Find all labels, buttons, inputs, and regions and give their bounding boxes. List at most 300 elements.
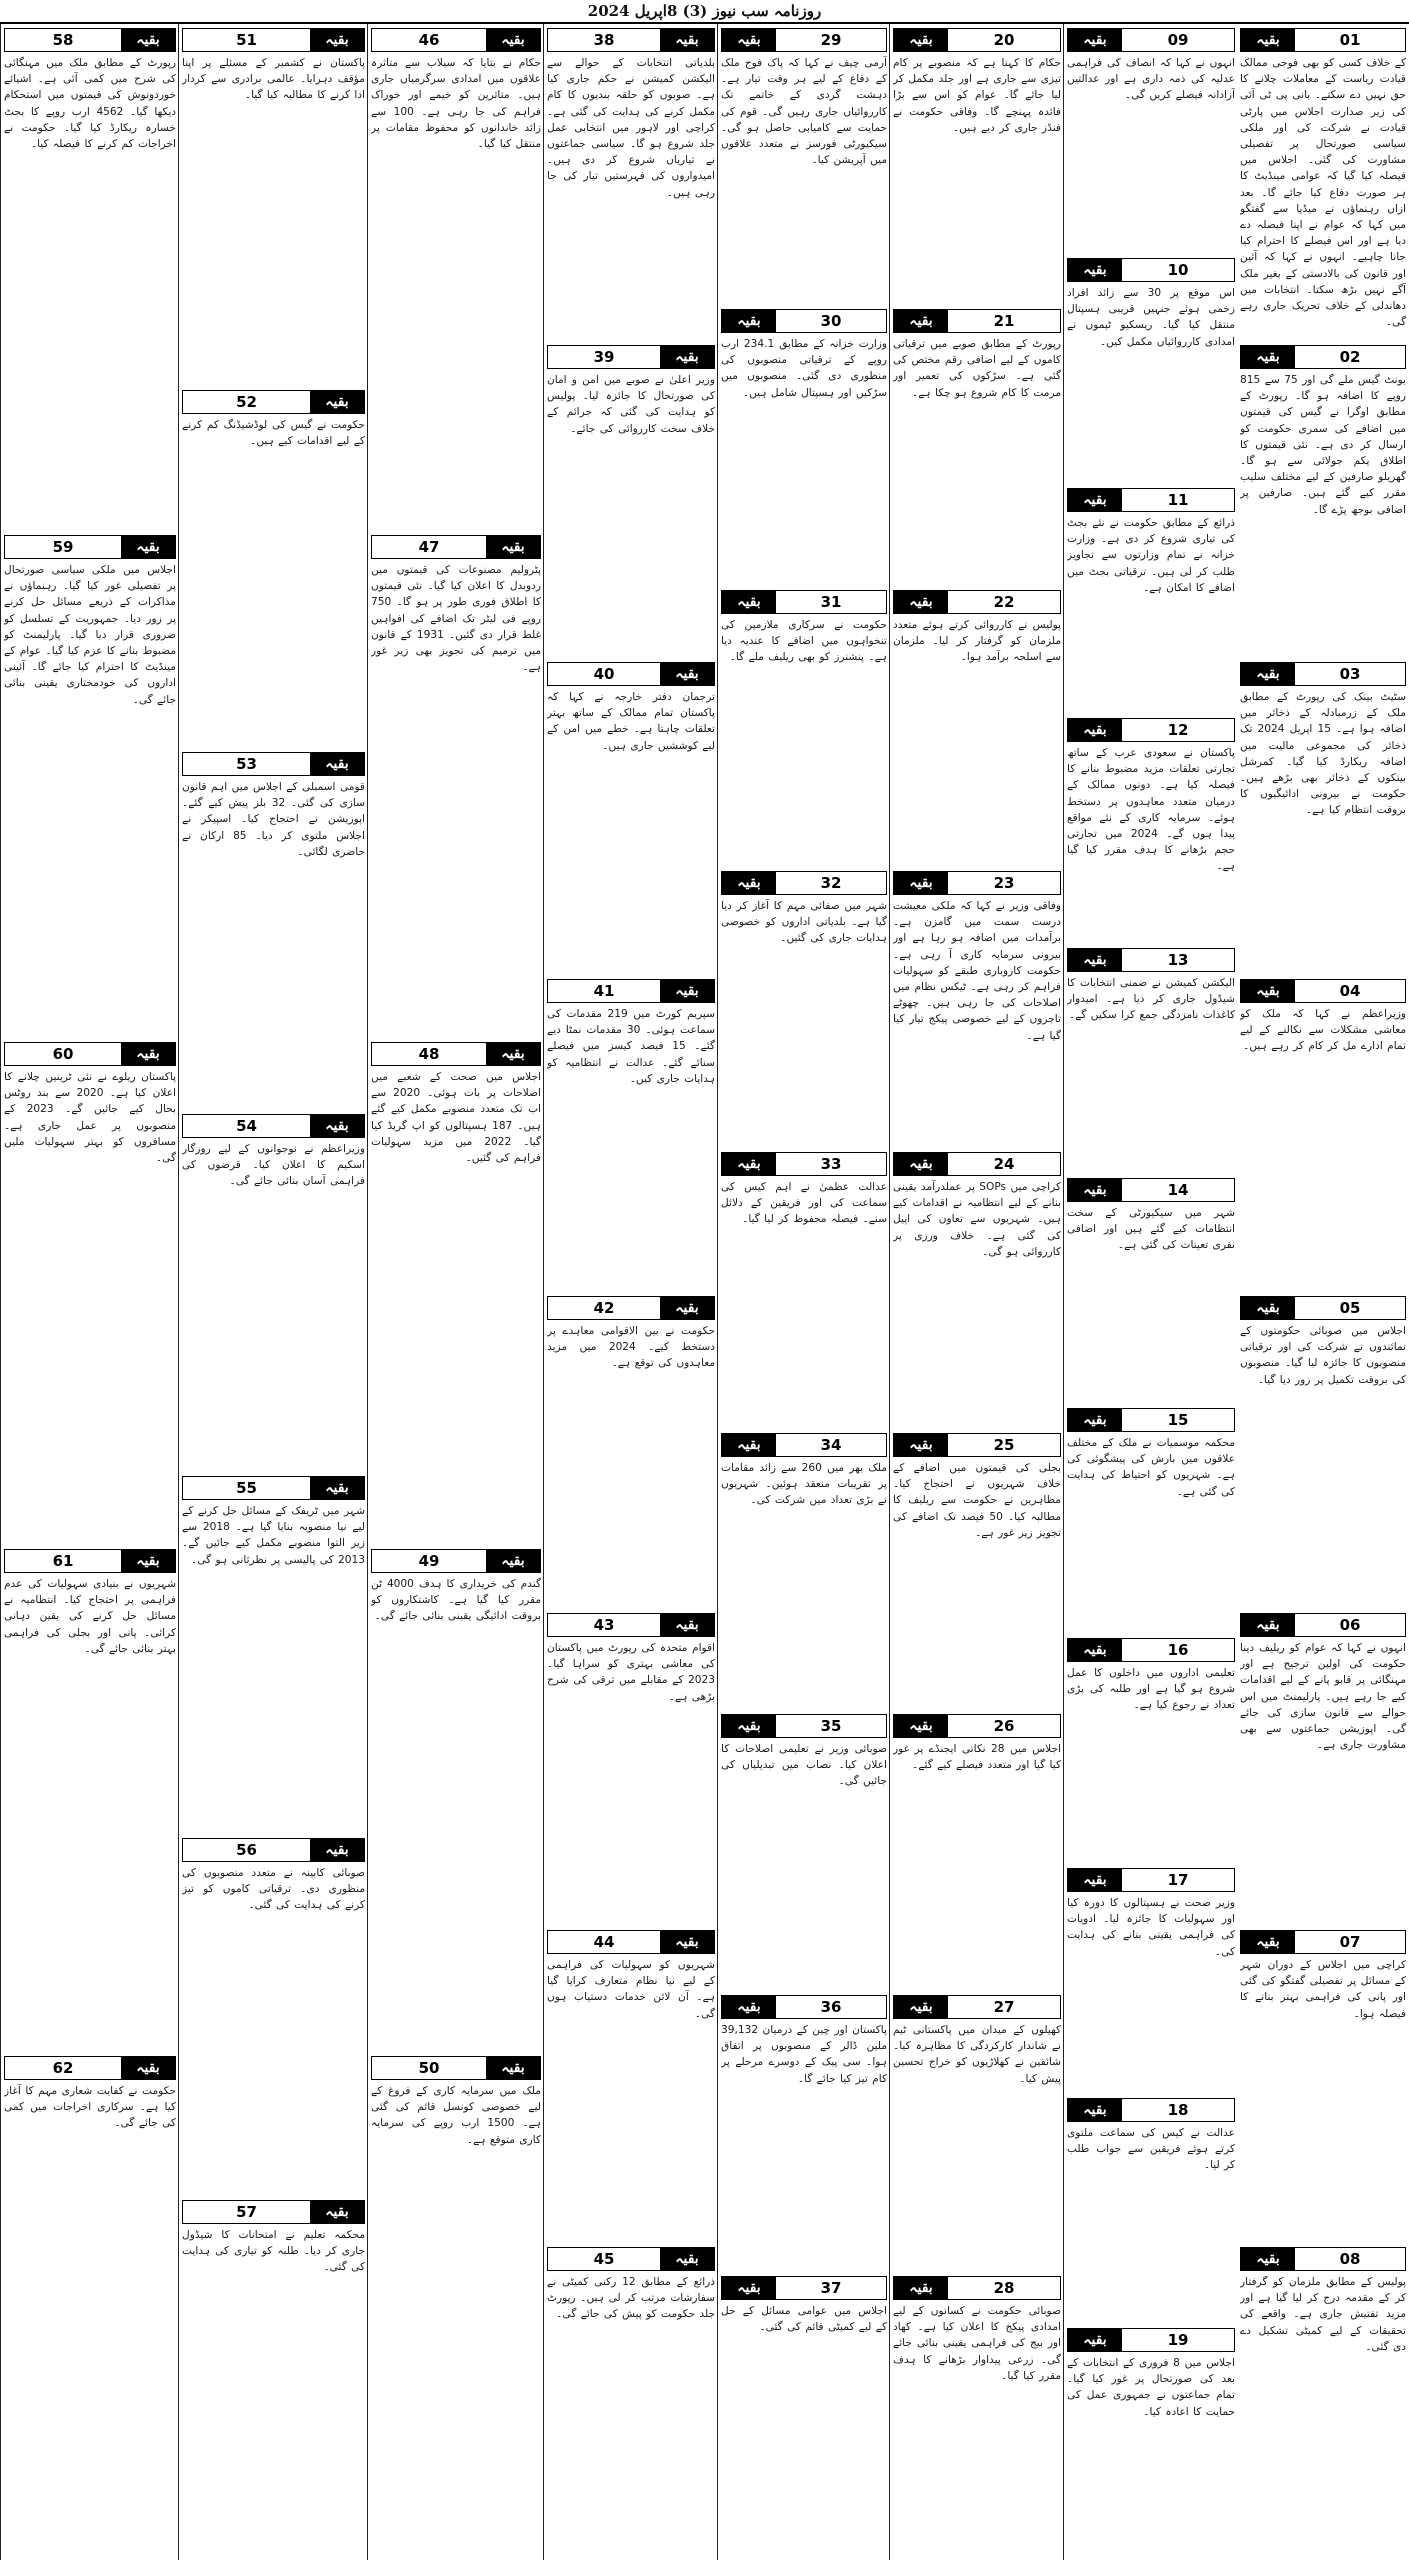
continuation-number: 61 bbox=[5, 1550, 121, 1572]
continuation-header bbox=[547, 1930, 715, 1954]
continuation-header bbox=[1240, 1613, 1406, 1637]
article-text: وزیراعظم نے کہا کہ ملک کو معاشی مشکلات سے نکالنے کے لیے تمام ادارے مل کر کام کر رہے ہیں۔ bbox=[1240, 1008, 1406, 1053]
continuation-label: بقیہ bbox=[1241, 29, 1295, 51]
continuation-label: بقیہ bbox=[1068, 29, 1122, 51]
continuation-label: بقیہ bbox=[722, 1434, 776, 1456]
continuation-label: بقیہ bbox=[1241, 346, 1295, 368]
continued-article bbox=[368, 2052, 544, 2560]
continuation-number: 18 bbox=[1122, 2099, 1234, 2121]
continuation-number: 47 bbox=[372, 536, 486, 558]
article-text: شہر میں ٹریفک کے مسائل حل کرنے کے لیے نیا منصوبہ بنایا گیا ہے۔ 2018 سے زیر التوا منصوبے مکمل کیے جائیں گے۔ 2013 کی پالیسی پر نظرثانی ہو گی۔ bbox=[182, 1505, 365, 1566]
continuation-label: بقیہ bbox=[310, 1477, 364, 1499]
continuation-header bbox=[1240, 28, 1406, 52]
continuation-label: بقیہ bbox=[121, 29, 175, 51]
continued-article bbox=[718, 1148, 890, 1429]
continuation-header bbox=[182, 28, 365, 52]
continued-article bbox=[1064, 2324, 1238, 2560]
continuation-label: بقیہ bbox=[1068, 1409, 1122, 1431]
continuation-number: 52 bbox=[183, 391, 310, 413]
column-4 bbox=[717, 24, 890, 2560]
continuation-number: 09 bbox=[1122, 29, 1234, 51]
article-text: اجلاس میں 28 نکاتی ایجنڈے پر غور کیا گیا اور متعدد فیصلے کیے گئے۔ bbox=[893, 1743, 1061, 1772]
article-text: وزارت خزانہ کے مطابق 234.1 ارب روپے کے ترقیاتی منصوبوں کی منظوری دی گئی۔ منصوبوں میں سڑکیں اور ہسپتال شامل ہیں۔ bbox=[721, 338, 887, 399]
continued-article bbox=[544, 1609, 718, 1926]
column-7 bbox=[178, 24, 368, 2560]
continuation-header bbox=[1240, 979, 1406, 1003]
continuation-number: 46 bbox=[372, 29, 486, 51]
continuation-number: 02 bbox=[1295, 346, 1405, 368]
column-2 bbox=[1063, 24, 1238, 2560]
continuation-header bbox=[721, 1995, 887, 2019]
continuation-label: بقیہ bbox=[660, 2248, 714, 2270]
article-text: صوبائی وزیر نے تعلیمی اصلاحات کا اعلان کیا۔ نصاب میں تبدیلیاں کی جائیں گی۔ bbox=[721, 1743, 887, 1788]
article-text: گندم کی خریداری کا ہدف 4000 ٹن مقرر کیا گیا ہے۔ کاشتکاروں کو بروقت ادائیگی یقینی بنائی جائے گی۔ bbox=[371, 1578, 541, 1623]
article-text: اجلاس میں ملکی سیاسی صورتحال پر تفصیلی غور کیا گیا۔ رہنماؤں نے مذاکرات کے ذریعے مسائل حل کرنے پر زور دیا۔ جمہوریت کے تسلسل کو ضروری قرار دیا گیا۔ پارلیمنٹ کو مضبوط بنانے کا عزم کیا گیا۔ عوام کے مینڈیٹ کا احترام کیا جائے گا۔ آئینی اداروں کی خودمختاری یقینی بنائی جائے گی۔ bbox=[4, 564, 176, 706]
column-3 bbox=[889, 24, 1064, 2560]
continuation-label: بقیہ bbox=[1068, 1639, 1122, 1661]
continued-article bbox=[179, 748, 368, 1110]
continuation-header bbox=[371, 535, 541, 559]
column-8 bbox=[0, 24, 179, 2560]
continued-article bbox=[368, 1038, 544, 1545]
article-text: حکام نے بتایا کہ سیلاب سے متاثرہ علاقوں میں امدادی سرگرمیاں جاری ہیں۔ متاثرین کو خیمے اور خوراک فراہم کی جا رہی ہے۔ 100 سے زائد خاندانوں کو محفوظ مقامات پر منتقل کیا گیا۔ bbox=[371, 57, 541, 151]
article-text: اجلاس میں صحت کے شعبے میں اصلاحات پر بات ہوئی۔ 2020 سے اب تک متعدد منصوبے مکمل کیے گئے ہیں۔ 187 ہسپتالوں کو اپ گریڈ کیا گیا۔ 2022 میں مزید سہولیات فراہم کی گئیں۔ bbox=[371, 1071, 541, 1165]
continuation-label: بقیہ bbox=[894, 1434, 948, 1456]
continuation-number: 43 bbox=[548, 1614, 660, 1636]
continuation-header bbox=[547, 662, 715, 686]
continuation-header bbox=[721, 2276, 887, 2300]
continued-article bbox=[1237, 2243, 1409, 2560]
continuation-header bbox=[182, 1476, 365, 1500]
continued-article bbox=[1, 1545, 179, 2052]
continuation-label: بقیہ bbox=[1241, 2248, 1295, 2270]
continuation-label: بقیہ bbox=[1068, 1869, 1122, 1891]
continuation-label: بقیہ bbox=[894, 1715, 948, 1737]
continued-article bbox=[179, 1834, 368, 2196]
continued-article bbox=[718, 1991, 890, 2272]
continued-article bbox=[890, 2272, 1064, 2560]
continuation-number: 23 bbox=[948, 872, 1060, 894]
continued-article bbox=[1064, 714, 1238, 944]
continuation-label: بقیہ bbox=[310, 1115, 364, 1137]
article-text: عدالت عظمیٰ نے اہم کیس کی سماعت کی اور فریقین کے دلائل سنے۔ فیصلہ محفوظ کر لیا گیا۔ bbox=[721, 1181, 887, 1226]
article-text: کے خلاف کسی کو بھی فوجی ممالک قیادت ریاست کے معاملات چلانے کا حق نہیں دے سکتے۔ بانی پی ٹی آئی کی زیر صدارت اجلاس میں پارٹی قیادت نے شرکت کی اور ملکی سیاسی صورتحال پر تفصیلی مشاورت کی گئی۔ اجلاس میں فیصلہ کیا گیا کہ عوامی مینڈیٹ کا ہر صورت دفاع کیا جائے گا۔ بعد ازاں رہنماؤں نے میڈیا سے گفتگو میں کہا کہ عوام نے اپنا فیصلہ دے دیا ہے اور اس فیصلے کا احترام کیا جانا چاہیے۔ انہوں نے کہا کہ آئین اور قانون کی بالادستی کے بغیر ملک آگے نہیں بڑھ سکتا۔ انتخابات میں دھاندلی کے خلاف تحریک جاری رہے گی۔ bbox=[1240, 57, 1406, 329]
continued-article bbox=[1, 24, 179, 531]
continued-article bbox=[890, 586, 1064, 867]
article-text: پولیس نے کارروائی کرتے ہوئے متعدد ملزمان کو گرفتار کر لیا۔ ملزمان سے اسلحہ برآمد ہوا۔ bbox=[893, 619, 1061, 664]
continued-article bbox=[179, 24, 368, 386]
continuation-number: 25 bbox=[948, 1434, 1060, 1456]
article-text: بجلی کی قیمتوں میں اضافے کے خلاف شہریوں نے احتجاج کیا۔ مظاہرین نے حکومت سے ریلیف کا مطالبہ کیا۔ 50 فیصد تک اضافے کی تجویز زیر غور ہے۔ bbox=[893, 1462, 1061, 1539]
continued-article bbox=[1064, 24, 1238, 254]
article-text: شہر میں سیکیورٹی کے سخت انتظامات کیے گئے ہیں اور اضافی نفری تعینات کی گئی ہے۔ bbox=[1067, 1207, 1235, 1252]
continuation-header bbox=[893, 1995, 1061, 2019]
continuation-header bbox=[1067, 2098, 1235, 2122]
continuation-number: 39 bbox=[548, 346, 660, 368]
continuation-label: بقیہ bbox=[1068, 1179, 1122, 1201]
continuation-number: 53 bbox=[183, 753, 310, 775]
continuation-number: 38 bbox=[548, 29, 660, 51]
continuation-label: بقیہ bbox=[310, 391, 364, 413]
article-text: وفاقی وزیر نے کہا کہ ملکی معیشت درست سمت میں گامزن ہے۔ برآمدات میں اضافہ ہو رہا ہے اور بیرونی سرمایہ کاری آ رہی ہے۔ حکومت کاروباری طبقے کو سہولیات فراہم کر رہی ہے۔ ٹیکس نظام میں اصلاحات کی جا رہی ہیں۔ چھوٹے تاجروں کے لیے خصوصی پیکج تیار کیا گیا ہے۔ bbox=[893, 900, 1061, 1042]
continuation-header bbox=[1067, 258, 1235, 282]
article-text: حکومت نے گیس کی لوڈشیڈنگ کم کرنے کے لیے اقدامات کیے ہیں۔ bbox=[182, 419, 365, 448]
continuation-label: بقیہ bbox=[722, 1996, 776, 2018]
continuation-header bbox=[182, 1838, 365, 1862]
continuation-label: بقیہ bbox=[1068, 2329, 1122, 2351]
continuation-label: بقیہ bbox=[722, 872, 776, 894]
continuation-number: 16 bbox=[1122, 1639, 1234, 1661]
continuation-number: 10 bbox=[1122, 259, 1234, 281]
article-text: محکمہ موسمیات نے ملک کے مختلف علاقوں میں بارش کی پیشگوئی کی ہے۔ شہریوں کو احتیاط کی ہدایت کی گئی ہے۔ bbox=[1067, 1437, 1235, 1498]
continued-article bbox=[544, 975, 718, 1292]
continuation-number: 13 bbox=[1122, 949, 1234, 971]
continuation-header bbox=[547, 345, 715, 369]
continuation-label: بقیہ bbox=[310, 753, 364, 775]
continuation-header bbox=[4, 2056, 176, 2080]
column-1 bbox=[1237, 24, 1409, 2560]
article-text: پاکستان نے کشمیر کے مسئلے پر اپنا مؤقف دہرایا۔ عالمی برادری سے کردار ادا کرنے کا مطالبہ کیا گیا۔ bbox=[182, 57, 365, 102]
continuation-number: 62 bbox=[5, 2057, 121, 2079]
continued-article bbox=[544, 1926, 718, 2243]
continued-article bbox=[1237, 1292, 1409, 1609]
continued-article bbox=[544, 1292, 718, 1609]
article-text: کھیلوں کے میدان میں پاکستانی ٹیم نے شاندار کارکردگی کا مظاہرہ کیا۔ شائقین نے کھلاڑیوں کو خراج تحسین پیش کیا۔ bbox=[893, 2024, 1061, 2085]
column-5 bbox=[543, 24, 718, 2560]
continuation-number: 54 bbox=[183, 1115, 310, 1137]
continuation-header bbox=[1240, 2247, 1406, 2271]
continued-article bbox=[718, 2272, 890, 2560]
article-text: رپورٹ کے مطابق صوبے میں ترقیاتی کاموں کے لیے اضافی رقم مختص کی گئی ہے۔ سڑکوں کی تعمیر اور مرمت کا کام شروع ہو چکا ہے۔ bbox=[893, 338, 1061, 399]
continuation-label: بقیہ bbox=[660, 29, 714, 51]
continuation-header bbox=[1067, 1638, 1235, 1662]
continuation-number: 11 bbox=[1122, 489, 1234, 511]
article-text: حکام کا کہنا ہے کہ منصوبے پر کام تیزی سے جاری ہے اور جلد مکمل کر لیا جائے گا۔ عوام کو اس سے بڑا فائدہ پہنچے گا۔ وفاقی حکومت نے فنڈز جاری کر دیے ہیں۔ bbox=[893, 57, 1061, 134]
continued-article bbox=[890, 1429, 1064, 1710]
article-text: کراچی میں اجلاس کے دوران شہر کے مسائل پر تفصیلی گفتگو کی گئی اور پانی کی فراہمی بہتر بنانے کا فیصلہ ہوا۔ bbox=[1240, 1959, 1406, 2020]
article-text: حکومت نے کفایت شعاری مہم کا آغاز کیا ہے۔ سرکاری اخراجات میں کمی کی جائے گی۔ bbox=[4, 2085, 176, 2130]
continuation-header bbox=[4, 28, 176, 52]
continuation-header bbox=[721, 309, 887, 333]
article-text: ملک بھر میں 260 سے زائد مقامات پر تقریبات منعقد ہوئیں۔ شہریوں نے بڑی تعداد میں شرکت کی۔ bbox=[721, 1462, 887, 1507]
continuation-label: بقیہ bbox=[894, 2277, 948, 2299]
continued-article bbox=[368, 1545, 544, 2052]
continued-article bbox=[718, 1429, 890, 1710]
continuation-header bbox=[547, 1296, 715, 1320]
continuation-header bbox=[721, 28, 887, 52]
article-text: اجلاس میں صوبائی حکومتوں کے نمائندوں نے شرکت کی اور ترقیاتی منصوبوں کا جائزہ لیا گیا۔ منصوبوں کی بروقت تکمیل پر زور دیا گیا۔ bbox=[1240, 1325, 1406, 1386]
continuation-header bbox=[4, 1549, 176, 1573]
continuation-label: بقیہ bbox=[722, 29, 776, 51]
continuation-number: 48 bbox=[372, 1043, 486, 1065]
continuation-label: بقیہ bbox=[660, 1297, 714, 1319]
continuation-number: 55 bbox=[183, 1477, 310, 1499]
continued-article bbox=[718, 305, 890, 586]
continuation-number: 32 bbox=[776, 872, 886, 894]
continuation-header bbox=[547, 1613, 715, 1637]
continued-article bbox=[1064, 1404, 1238, 1634]
continuation-header bbox=[182, 752, 365, 776]
continued-article bbox=[1237, 1609, 1409, 1926]
continuation-number: 31 bbox=[776, 591, 886, 613]
continuation-header bbox=[721, 1152, 887, 1176]
article-text: یونٹ گیس ملے گی اور 75 سے 815 روپے کا اضافہ ہو گا۔ رپورٹ کے مطابق اوگرا نے گیس کی قیمتوں میں اضافے کی سمری حکومت کو ارسال کر دی ہے۔ نئی قیمتوں کا اطلاق یکم جولائی سے ہو گا۔ گھریلو صارفین کے لیے مختلف سلیب مقرر کیے گئے ہیں۔ صارفین پر اضافی بوجھ پڑے گا۔ bbox=[1240, 374, 1406, 516]
continuation-label: بقیہ bbox=[1241, 980, 1295, 1002]
continuation-number: 24 bbox=[948, 1153, 1060, 1175]
continuation-label: بقیہ bbox=[722, 1153, 776, 1175]
continuation-header bbox=[371, 1549, 541, 1573]
continuation-header bbox=[1067, 28, 1235, 52]
continuation-number: 12 bbox=[1122, 719, 1234, 741]
continued-article bbox=[1064, 484, 1238, 714]
continuation-number: 08 bbox=[1295, 2248, 1405, 2270]
continuation-label: بقیہ bbox=[1241, 1614, 1295, 1636]
continued-article bbox=[1237, 24, 1409, 341]
article-text: شہریوں کو سہولیات کی فراہمی کے لیے نیا نظام متعارف کرایا گیا ہے۔ آن لائن خدمات دستیاب ہوں گی۔ bbox=[547, 1959, 715, 2020]
continuation-header bbox=[721, 1714, 887, 1738]
continuation-header bbox=[4, 1042, 176, 1066]
article-text: پاکستان ریلوے نے نئی ٹرینیں چلانے کا اعلان کیا ہے۔ 2020 سے بند روٹس بحال کیے جائیں گے۔ 2023 کے منصوبوں پر عمل جاری ہے۔ مسافروں کو بہتر سہولیات ملیں گی۔ bbox=[4, 1071, 176, 1165]
continuation-number: 42 bbox=[548, 1297, 660, 1319]
continued-article bbox=[179, 1472, 368, 1834]
continuation-header bbox=[1067, 1408, 1235, 1432]
continuation-number: 37 bbox=[776, 2277, 886, 2299]
continuation-number: 06 bbox=[1295, 1614, 1405, 1636]
continuation-header bbox=[371, 28, 541, 52]
continuation-label: بقیہ bbox=[486, 29, 540, 51]
continuation-number: 33 bbox=[776, 1153, 886, 1175]
continuation-header bbox=[893, 2276, 1061, 2300]
article-text: صوبائی حکومت نے کسانوں کے لیے امدادی پیکج کا اعلان کیا ہے۔ کھاد اور بیج کی فراہمی یقینی بنائی جائے گی۔ زرعی پیداوار بڑھانے کا ہدف مقرر کیا گیا۔ bbox=[893, 2305, 1061, 2382]
continuation-header bbox=[893, 590, 1061, 614]
continuation-header bbox=[1067, 488, 1235, 512]
continuation-header bbox=[1240, 345, 1406, 369]
article-text: حکومت نے سرکاری ملازمین کی تنخواہوں میں اضافے کا عندیہ دیا ہے۔ پنشنرز کو بھی ریلیف ملے گا۔ bbox=[721, 619, 887, 664]
continued-article bbox=[1064, 254, 1238, 484]
article-text: رپورٹ کے مطابق ملک میں مہنگائی کی شرح میں کمی آئی ہے۔ اشیائے خوردونوش کی قیمتوں میں استحکام دیکھا گیا۔ 4562 ارب روپے کا بجٹ خسارہ ریکارڈ کیا گیا۔ حکومت نے اخراجات کم کرنے کا فیصلہ کیا۔ bbox=[4, 57, 176, 151]
continuation-header bbox=[1067, 1178, 1235, 1202]
continuation-header bbox=[182, 2200, 365, 2224]
continuation-label: بقیہ bbox=[894, 591, 948, 613]
continuation-label: بقیہ bbox=[660, 1614, 714, 1636]
continuation-number: 36 bbox=[776, 1996, 886, 2018]
continuation-header bbox=[721, 1433, 887, 1457]
article-text: اجلاس میں 8 فروری کے انتخابات کے بعد کی صورتحال پر غور کیا گیا۔ تمام جماعتوں نے جمہوری عمل کی حمایت کا اعادہ کیا۔ bbox=[1067, 2357, 1235, 2418]
continuation-number: 26 bbox=[948, 1715, 1060, 1737]
continuation-label: بقیہ bbox=[894, 1153, 948, 1175]
continued-article bbox=[1, 1038, 179, 1545]
continuation-label: بقیہ bbox=[1068, 259, 1122, 281]
continuation-label: بقیہ bbox=[121, 1550, 175, 1572]
continuation-number: 44 bbox=[548, 1931, 660, 1953]
continued-article bbox=[1064, 1634, 1238, 1864]
article-text: پٹرولیم مصنوعات کی قیمتوں میں ردوبدل کا اعلان کیا گیا۔ نئی قیمتوں کا اطلاق فوری طور پر ہو گا۔ 750 روپے فی لیٹر تک اضافے کی افواہیں غلط قرار دی گئیں۔ 1931 کے قانون میں ترمیم کی تجویز بھی زیر غور ہے۔ bbox=[371, 564, 541, 674]
continuation-header bbox=[893, 309, 1061, 333]
article-text: کراچی میں SOPs پر عملدرآمد یقینی بنانے کے لیے انتظامیہ نے اقدامات کیے ہیں۔ شہریوں سے تعاون کی اپیل کی گئی ہے۔ خلاف ورزی پر کارروائی ہو گی۔ bbox=[893, 1181, 1061, 1258]
article-text: انہوں نے کہا کہ عوام کو ریلیف دینا حکومت کی اولین ترجیح ہے اور مہنگائی پر قابو پانے کے لیے اقدامات کیے جا رہے ہیں۔ پارلیمنٹ میں اس حوالے سے قانون سازی کی جائے گی۔ اپوزیشن جماعتوں سے بھی مشاورت جاری ہے۔ bbox=[1240, 1642, 1406, 1752]
continuation-header bbox=[547, 2247, 715, 2271]
continuation-number: 45 bbox=[548, 2248, 660, 2270]
continuation-number: 28 bbox=[948, 2277, 1060, 2299]
article-text: حکومت نے بین الاقوامی معاہدے پر دستخط کیے۔ 2024 میں مزید معاہدوں کی توقع ہے۔ bbox=[547, 1325, 715, 1370]
continuation-label: بقیہ bbox=[660, 1931, 714, 1953]
continuation-header bbox=[182, 390, 365, 414]
continued-article bbox=[544, 341, 718, 658]
article-text: پاکستان اور چین کے درمیان 39,132 ملین ڈالر کے منصوبوں پر اتفاق ہوا۔ سی پیک کے دوسرے مرحلے پر کام تیز کیا جائے گا۔ bbox=[721, 2024, 887, 2085]
continuation-label: بقیہ bbox=[722, 1715, 776, 1737]
article-text: محکمہ تعلیم نے امتحانات کا شیڈول جاری کر دیا۔ طلبہ کو تیاری کی ہدایت کی گئی۔ bbox=[182, 2229, 365, 2274]
continuation-header bbox=[893, 28, 1061, 52]
continued-article bbox=[368, 24, 544, 531]
column-6 bbox=[367, 24, 544, 2560]
article-text: بلدیاتی انتخابات کے حوالے سے الیکشن کمیشن نے حکم جاری کیا ہے۔ صوبوں کو حلقہ بندیوں کا کام مکمل کرنے کی ہدایت کی گئی ہے۔ کراچی اور لاہور میں انتخابی عمل جلد شروع ہو گا۔ سیاسی جماعتوں نے تیاریاں شروع کر دی ہیں۔ امیدواروں کی فہرستیں تیار کی جا رہی ہیں۔ bbox=[547, 57, 715, 199]
continued-article bbox=[1237, 341, 1409, 658]
article-text: وزیر صحت نے ہسپتالوں کا دورہ کیا اور سہولیات کا جائزہ لیا۔ ادویات کی فراہمی یقینی بنانے کی ہدایت کی۔ bbox=[1067, 1897, 1235, 1958]
continuation-header bbox=[547, 979, 715, 1003]
continued-article bbox=[890, 1148, 1064, 1429]
article-text: اس موقع پر 30 سے زائد افراد زخمی ہوئے جنہیں قریبی ہسپتال منتقل کیا گیا۔ ریسکیو ٹیموں نے امدادی کارروائیاں مکمل کیں۔ bbox=[1067, 287, 1235, 348]
continuation-label: بقیہ bbox=[121, 536, 175, 558]
continuation-label: بقیہ bbox=[486, 536, 540, 558]
article-text: شہریوں نے بنیادی سہولیات کی عدم فراہمی پر احتجاج کیا۔ انتظامیہ نے مسائل حل کرنے کی یقین دہانی کرائی۔ پانی اور بجلی کی فراہمی بہتر بنائی جائے گی۔ bbox=[4, 1578, 176, 1655]
article-text: آرمی چیف نے کہا کہ پاک فوج ملک کے دفاع کے لیے ہر وقت تیار ہے۔ دہشت گردی کے خاتمے تک کارروائیاں جاری رہیں گی۔ قوم کی حمایت سے کامیابی حاصل ہو گی۔ سیکیورٹی فورسز نے متعدد علاقوں میں آپریشن کیا۔ bbox=[721, 57, 887, 167]
continuation-header bbox=[371, 2056, 541, 2080]
continuation-number: 30 bbox=[776, 310, 886, 332]
continuation-number: 59 bbox=[5, 536, 121, 558]
continuation-header bbox=[893, 1152, 1061, 1176]
continuation-number: 27 bbox=[948, 1996, 1060, 2018]
continuation-number: 14 bbox=[1122, 1179, 1234, 1201]
continuation-number: 51 bbox=[183, 29, 310, 51]
masthead-title: روزنامہ سب نیوز (3) 8اپریل 2024 bbox=[587, 2, 822, 20]
continuation-number: 35 bbox=[776, 1715, 886, 1737]
continuation-number: 17 bbox=[1122, 1869, 1234, 1891]
continuation-header bbox=[893, 1433, 1061, 1457]
continuation-number: 15 bbox=[1122, 1409, 1234, 1431]
article-text: پاکستان نے سعودی عرب کے ساتھ تجارتی تعلقات مزید مضبوط بنانے کا فیصلہ کیا ہے۔ دونوں ممالک کے درمیان متعدد معاہدوں پر دستخط ہوئے۔ سرمایہ کاری کے نئے مواقع پیدا ہوں گے۔ 2024 میں تجارتی حجم بڑھانے کا ہدف مقرر کیا گیا ہے۔ bbox=[1067, 747, 1235, 873]
continuation-header bbox=[1067, 1868, 1235, 1892]
continued-article bbox=[1, 2052, 179, 2560]
continuation-label: بقیہ bbox=[894, 1996, 948, 2018]
continuation-label: بقیہ bbox=[486, 1550, 540, 1572]
article-text: ترجمان دفتر خارجہ نے کہا کہ پاکستان تمام ممالک کے ساتھ بہتر تعلقات چاہتا ہے۔ خطے میں امن کے لیے کوششیں جاری ہیں۔ bbox=[547, 691, 715, 752]
continuation-number: 40 bbox=[548, 663, 660, 685]
continued-article bbox=[368, 531, 544, 1038]
continuation-number: 58 bbox=[5, 29, 121, 51]
article-text: قومی اسمبلی کے اجلاس میں اہم قانون سازی کی گئی۔ 32 بلز پیش کیے گئے۔ اپوزیشن نے احتجاج کیا۔ اسپیکر نے اجلاس ملتوی کر دیا۔ 85 ارکان نے حاضری لگائی۔ bbox=[182, 781, 365, 858]
continuation-label: بقیہ bbox=[310, 2201, 364, 2223]
continuation-number: 60 bbox=[5, 1043, 121, 1065]
continued-article bbox=[718, 867, 890, 1148]
continuation-header bbox=[893, 1714, 1061, 1738]
continued-article bbox=[1237, 658, 1409, 975]
continuation-number: 56 bbox=[183, 1839, 310, 1861]
continuation-label: بقیہ bbox=[894, 872, 948, 894]
article-text: سپریم کورٹ میں 219 مقدمات کی سماعت ہوئی۔ 30 مقدمات نمٹا دیے گئے۔ 15 فیصد کیسز میں فیصلے سنائے گئے۔ عدالت نے انتظامیہ کو ہدایات جاری کیں۔ bbox=[547, 1008, 715, 1085]
continuation-label: بقیہ bbox=[894, 310, 948, 332]
continuation-header bbox=[547, 28, 715, 52]
continued-article bbox=[544, 658, 718, 975]
continuation-header bbox=[1067, 2328, 1235, 2352]
continuation-number: 03 bbox=[1295, 663, 1405, 685]
continuation-number: 41 bbox=[548, 980, 660, 1002]
article-text: اقوام متحدہ کی رپورٹ میں پاکستان کی معاشی بہتری کو سراہا گیا۔ 2023 کے مقابلے میں ترقی کی شرح بڑھی ہے۔ bbox=[547, 1642, 715, 1703]
continuation-header bbox=[1240, 1930, 1406, 1954]
continued-article bbox=[179, 386, 368, 748]
article-text: الیکشن کمیشن نے ضمنی انتخابات کا شیڈول جاری کر دیا ہے۔ امیدوار کاغذات نامزدگی جمع کرا سکیں گے۔ bbox=[1067, 977, 1235, 1022]
continuation-label: بقیہ bbox=[486, 1043, 540, 1065]
article-text: ذرائع کے مطابق حکومت نے نئے بجٹ کی تیاری شروع کر دی ہے۔ وزارت خزانہ نے تمام وزارتوں سے تجاویز طلب کر لی ہیں۔ ترقیاتی بجٹ میں اضافے کا امکان ہے۔ bbox=[1067, 517, 1235, 594]
continued-article bbox=[718, 586, 890, 867]
continued-article bbox=[179, 2196, 368, 2560]
continued-article bbox=[890, 305, 1064, 586]
continued-article bbox=[1237, 975, 1409, 1292]
continuation-number: 05 bbox=[1295, 1297, 1405, 1319]
masthead bbox=[0, 0, 1409, 24]
continuation-header bbox=[721, 590, 887, 614]
continuation-label: بقیہ bbox=[121, 1043, 175, 1065]
continuation-number: 07 bbox=[1295, 1931, 1405, 1953]
continuation-header bbox=[182, 1114, 365, 1138]
article-text: انہوں نے کہا کہ انصاف کی فراہمی عدلیہ کی ذمہ داری ہے اور عدالتیں آزادانہ فیصلے کریں گی۔ bbox=[1067, 57, 1235, 102]
continued-article bbox=[1064, 944, 1238, 1174]
continuation-label: بقیہ bbox=[722, 310, 776, 332]
continuation-number: 34 bbox=[776, 1434, 886, 1456]
continuation-label: بقیہ bbox=[1241, 1297, 1295, 1319]
continued-article bbox=[890, 1710, 1064, 1991]
continued-article bbox=[890, 1991, 1064, 2272]
continuation-header bbox=[1067, 718, 1235, 742]
continued-article bbox=[1064, 2094, 1238, 2324]
continuation-label: بقیہ bbox=[660, 980, 714, 1002]
continued-article bbox=[1064, 1864, 1238, 2094]
continued-article bbox=[890, 867, 1064, 1148]
article-text: اجلاس میں عوامی مسائل کے حل کے لیے کمیٹی قائم کی گئی۔ bbox=[721, 2305, 887, 2334]
article-text: ذرائع کے مطابق 12 رکنی کمیٹی نے سفارشات مرتب کر لی ہیں۔ رپورٹ جلد حکومت کو پیش کی جائے گی۔ bbox=[547, 2276, 715, 2321]
continuation-label: بقیہ bbox=[722, 591, 776, 613]
continuation-label: بقیہ bbox=[660, 663, 714, 685]
continuation-number: 04 bbox=[1295, 980, 1405, 1002]
continued-article bbox=[718, 24, 890, 305]
continuation-header bbox=[4, 535, 176, 559]
continuation-label: بقیہ bbox=[1068, 719, 1122, 741]
continuation-header bbox=[1240, 1296, 1406, 1320]
continuation-label: بقیہ bbox=[310, 29, 364, 51]
newspaper-columns bbox=[0, 24, 1409, 2560]
article-text: سٹیٹ بینک کی رپورٹ کے مطابق ملک کے زرمبادلہ کے ذخائر میں اضافہ ہوا ہے۔ 15 اپریل 2024 تک ذخائر کی مجموعی مالیت میں اضافہ ریکارڈ کیا گیا۔ کمرشل بینکوں کے ذخائر بھی بڑھے ہیں۔ حکومت نے بیرونی ادائیگیوں کا بروقت انتظام کیا ہے۔ bbox=[1240, 691, 1406, 817]
continuation-label: بقیہ bbox=[1241, 1931, 1295, 1953]
continued-article bbox=[544, 2243, 718, 2560]
continued-article bbox=[1, 531, 179, 1038]
continued-article bbox=[544, 24, 718, 341]
continued-article bbox=[179, 1110, 368, 1472]
continuation-number: 20 bbox=[948, 29, 1060, 51]
continuation-number: 49 bbox=[372, 1550, 486, 1572]
continuation-label: بقیہ bbox=[660, 346, 714, 368]
continuation-label: بقیہ bbox=[894, 29, 948, 51]
article-text: ملک میں سرمایہ کاری کے فروغ کے لیے خصوصی کونسل قائم کی گئی ہے۔ 1500 ارب روپے کی سرمایہ کاری متوقع ہے۔ bbox=[371, 2085, 541, 2146]
continuation-header bbox=[1240, 662, 1406, 686]
continued-article bbox=[1237, 1926, 1409, 2243]
continuation-header bbox=[721, 871, 887, 895]
continuation-number: 50 bbox=[372, 2057, 486, 2079]
continuation-label: بقیہ bbox=[310, 1839, 364, 1861]
continuation-number: 21 bbox=[948, 310, 1060, 332]
continuation-number: 01 bbox=[1295, 29, 1405, 51]
continued-article bbox=[890, 24, 1064, 305]
continuation-header bbox=[893, 871, 1061, 895]
continuation-number: 19 bbox=[1122, 2329, 1234, 2351]
